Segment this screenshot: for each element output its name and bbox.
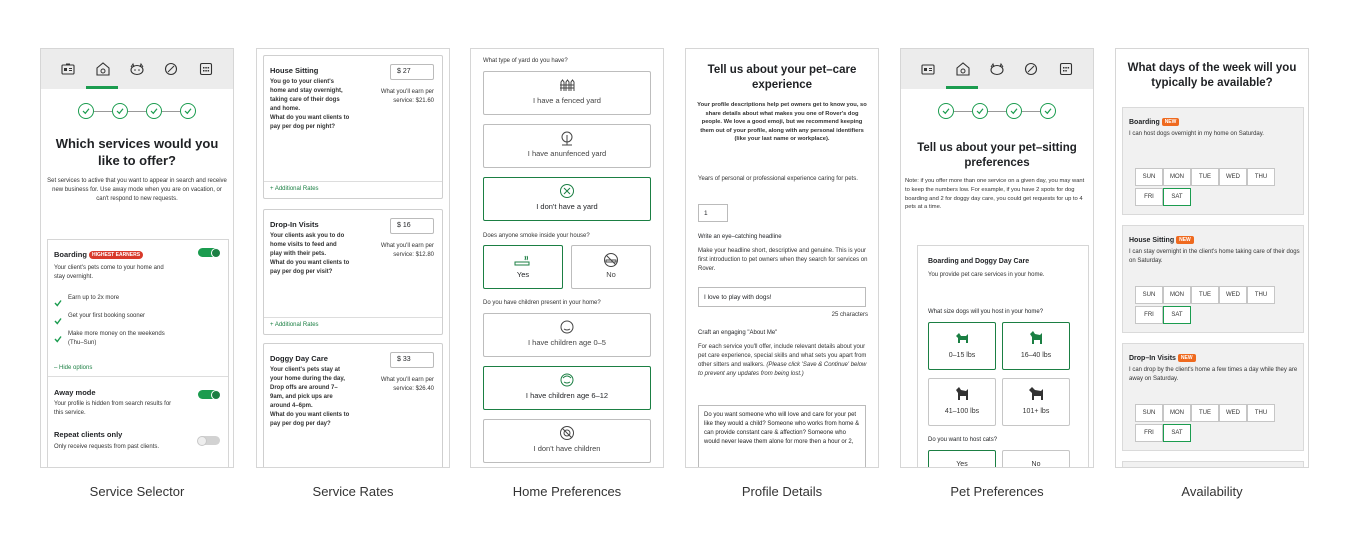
earnings-text: What you'll earn per service: $21.60 (380, 89, 434, 104)
additional-rates-link[interactable]: + Additional Rates (270, 186, 319, 192)
day-mon[interactable]: MON (1163, 286, 1191, 304)
smoke-question: Does anyone smoke inside your house? (483, 233, 590, 239)
day-tue[interactable]: TUE (1191, 404, 1219, 422)
day-sat[interactable]: SAT (1163, 306, 1191, 324)
rate-card (263, 55, 443, 199)
profile-intro: Your profile descriptions help pet owners get to know you, so share details about what makes you one of Rover's dog people. We love a good emoji, but we recommend keeping them out of your profile, along with any personal identifiers (like your last name or workplace). (697, 102, 867, 142)
size-16-40[interactable]: 16–40 lbs (1002, 322, 1070, 370)
step-check-icon (180, 103, 196, 119)
check-icon (54, 312, 62, 330)
house-dog-icon[interactable] (954, 60, 972, 78)
id-card-icon[interactable] (59, 60, 77, 78)
size-question: What size dogs will you host in your home? (928, 309, 1044, 315)
children-question: Do you have children present in your home? (483, 300, 601, 306)
tab-bar (41, 49, 233, 89)
service-selector-panel (40, 48, 234, 468)
hide-options-link[interactable]: – Hide options (54, 365, 93, 371)
caption-service-selector: Service Selector (89, 484, 185, 499)
option-label: I have a fenced yard (533, 96, 601, 105)
pet-preferences-panel (900, 48, 1094, 468)
day-wed[interactable]: WED (1219, 404, 1247, 422)
boarding-card (47, 239, 229, 468)
availability-card (1122, 225, 1304, 333)
availability-card-desc: I can host dogs overnight in my home on Saturday. (1129, 131, 1264, 137)
cats-question: Do you want to host cats? (928, 437, 998, 443)
benefit-item: Earn up to 2x more (54, 294, 224, 312)
yard-question: What type of yard do you have? (483, 58, 568, 64)
no-yard-icon (559, 183, 575, 199)
day-fri[interactable]: FRI (1135, 424, 1163, 442)
earnings-text: What you'll earn per service: $26.40 (380, 377, 434, 392)
option-label: Yes (516, 270, 530, 279)
rate-card-desc: You go to your client's home and stay overnight, taking care of their dogs and home. What do you want clients to pay per dog per night? (270, 79, 350, 130)
step-check-icon (972, 103, 988, 119)
day-thu[interactable]: THU (1247, 286, 1275, 304)
check-icon (54, 294, 62, 312)
availability-card-title: House Sitting NEW (1129, 236, 1194, 244)
availability-card-desc: I can drop by the client's home a few times a day while they are away on Saturday. (1129, 367, 1298, 382)
option-label: I don't have children (533, 444, 601, 453)
fence-icon (559, 78, 575, 92)
giant-dog-icon (1027, 386, 1045, 402)
house-dog-icon[interactable] (94, 60, 112, 78)
cigarette-icon (514, 255, 532, 267)
boarding-toggle[interactable] (198, 248, 220, 257)
repeat-clients-toggle[interactable] (198, 436, 220, 445)
check-icon (54, 330, 62, 348)
tree-icon (559, 130, 575, 146)
headline-help: Make your headline short, descriptive and genuine. This is your first introduction to pet owners when they search for services on Rover. (698, 248, 868, 272)
caption-home-preferences: Home Preferences (512, 484, 622, 499)
no-smoking-icon (603, 252, 619, 268)
caption-service-rates: Service Rates (312, 484, 394, 499)
availability-card-desc: I can stay overnight in the client's home taking care of their dogs on Saturday. (1129, 249, 1300, 264)
option-label: I have children age 0–5 (528, 338, 606, 347)
day-tue[interactable]: TUE (1191, 286, 1219, 304)
active-tab-underline (946, 86, 978, 89)
benefit-item: Get your first booking sooner (54, 312, 224, 330)
dog-face-icon[interactable] (988, 60, 1006, 78)
option-label: No (606, 270, 616, 279)
day-thu[interactable]: THU (1247, 404, 1275, 422)
cats-yes[interactable]: Yes (928, 450, 996, 468)
cats-no[interactable]: No (1002, 450, 1070, 468)
no-children-icon (559, 425, 575, 441)
benefit-item: Make more money on the weekends (Thu–Sun) (54, 330, 224, 348)
page-title: Which services would you like to offer? (55, 136, 219, 168)
size-101-plus[interactable]: 101+ lbs (1002, 378, 1070, 426)
option-unfenced-yard[interactable] (483, 124, 651, 168)
day-thu[interactable]: THU (1247, 168, 1275, 186)
headline-label: Write an eye–catching headline (698, 234, 782, 240)
service-rates-panel (256, 48, 450, 468)
dog-face-icon[interactable] (128, 60, 146, 78)
day-fri[interactable]: FRI (1135, 306, 1163, 324)
tab-bar (901, 49, 1093, 89)
day-tue[interactable]: TUE (1191, 168, 1219, 186)
large-dog-icon (954, 386, 970, 402)
day-sun[interactable]: SUN (1135, 286, 1163, 304)
option-children-6-12[interactable] (483, 366, 651, 410)
calendar-icon[interactable] (1057, 60, 1075, 78)
availability-card (1122, 107, 1304, 215)
step-check-icon (1006, 103, 1022, 119)
availability-card-title: Drop–In Visits NEW (1129, 354, 1196, 362)
id-card-icon[interactable] (919, 60, 937, 78)
progress-steps (901, 103, 1093, 119)
headline-input[interactable]: I love to play with dogs! (698, 287, 866, 307)
option-smoke-yes[interactable] (483, 245, 563, 289)
earnings-text: What you'll earn per service: $12.80 (380, 243, 434, 258)
rate-card-desc: Your clients ask you to do home visits to feed and play with their pets. What do you want clients to pay per dog per visit? (270, 233, 350, 275)
step-check-icon (78, 103, 94, 119)
new-badge: NEW (1162, 118, 1180, 126)
away-mode-title: Away mode (54, 388, 96, 397)
new-badge: NEW (1178, 354, 1196, 362)
option-label: I don't have a yard (536, 202, 598, 211)
day-wed[interactable]: WED (1219, 286, 1247, 304)
about-textarea[interactable]: Do you want someone who will love and care for your pet like they would a child? Someone who works from home & can provide constant care & affection? Someone who would never leave them alone for more then a hour or 2, (698, 405, 866, 468)
day-sat[interactable]: SAT (1163, 188, 1191, 206)
availability-card (1122, 461, 1304, 468)
repeat-clients-title: Repeat clients only (54, 430, 123, 439)
step-check-icon (112, 103, 128, 119)
day-sun[interactable]: SUN (1135, 168, 1163, 186)
option-no-children[interactable] (483, 419, 651, 463)
caption-pet-preferences: Pet Preferences (950, 484, 1044, 499)
calendar-icon[interactable] (197, 60, 215, 78)
rate-input[interactable]: $ 33 (390, 352, 434, 368)
paw-pin-icon[interactable] (1022, 60, 1040, 78)
option-children-0-5[interactable] (483, 313, 651, 357)
paw-pin-icon[interactable] (162, 60, 180, 78)
day-fri[interactable]: FRI (1135, 188, 1163, 206)
day-wed[interactable]: WED (1219, 168, 1247, 186)
step-check-icon (1040, 103, 1056, 119)
option-no-yard[interactable] (483, 177, 651, 221)
profile-title: Tell us about your pet–care experience (707, 64, 857, 91)
small-dog-icon (954, 331, 970, 345)
progress-steps (41, 103, 233, 119)
headline-char-count: 25 characters (831, 312, 868, 318)
day-sat[interactable]: SAT (1163, 424, 1191, 442)
baby-face-icon (559, 320, 575, 334)
caption-profile-details: Profile Details (741, 484, 823, 499)
rate-card (263, 343, 443, 468)
service-title: Boarding and Doggy Day Care (928, 258, 1030, 265)
option-fenced-yard[interactable] (483, 71, 651, 115)
highest-earners-badge: HIGHEST EARNERS (89, 251, 143, 259)
page-description: Set services to active that you want to appear in search and receive new business for. Use away mode when you are on vacation, or can't respond to new requests. (47, 178, 227, 202)
profile-details-panel (685, 48, 879, 468)
step-check-icon (938, 103, 954, 119)
option-smoke-no[interactable] (571, 245, 651, 289)
repeat-clients-desc: Only receive requests from past clients. (54, 444, 160, 450)
boarding-title: Boarding (54, 250, 87, 259)
availability-card-title: Boarding NEW (1129, 118, 1179, 126)
size-0-15[interactable]: 0–15 lbs (928, 322, 996, 370)
additional-rates-link[interactable]: + Additional Rates (270, 322, 319, 328)
day-sun[interactable]: SUN (1135, 404, 1163, 422)
about-label: Craft an engaging "About Me" (698, 330, 778, 336)
years-label: Years of personal or professional experience caring for pets. (698, 176, 858, 182)
away-mode-toggle[interactable] (198, 390, 220, 399)
rate-card-title: Drop-In Visits (270, 220, 319, 229)
rate-card (263, 209, 443, 335)
step-check-icon (146, 103, 162, 119)
availability-panel (1115, 48, 1309, 468)
option-label: I have anunfenced yard (527, 149, 607, 158)
pet-prefs-title: Tell us about your pet–sitting preferences (917, 142, 1077, 169)
day-mon[interactable]: MON (1163, 404, 1191, 422)
service-desc: You provide pet care services in your home. (928, 272, 1045, 278)
rate-card-desc: Your client's pets stay at your home during the day, Drop offs are around 7–9am, and pick ups are around 4–6pm. What do you want clients to pay per dog per day? (270, 367, 350, 427)
active-tab-underline (86, 86, 118, 89)
option-label: I have children age 6–12 (525, 391, 609, 400)
about-help: For each service you'll offer, include relevant details about your pet care experience, special skills and what sets you apart from other sitters and walkers. (Please click 'Save & Continue' below to prevent any updates from being lost.) (698, 344, 867, 377)
medium-dog-icon (1028, 330, 1044, 346)
boarding-daycare-card (917, 245, 1089, 468)
rate-input[interactable]: $ 16 (390, 218, 434, 234)
away-mode-desc: Your profile is hidden from search results for this service. (54, 401, 172, 416)
boarding-desc: Your client's pets come to your home and stay overnight. (54, 265, 164, 280)
day-mon[interactable]: MON (1163, 168, 1191, 186)
new-badge: NEW (1176, 236, 1194, 244)
child-face-icon (559, 373, 575, 387)
years-input[interactable]: 1 (698, 204, 728, 222)
pet-prefs-note: Note: if you offer more than one service on a given day, you may want to keep the numbers low. For example, if you have 2 spots for dog boarding and 2 for doggy day care, you could get requests for up to 4 pets at a time. (905, 178, 1085, 211)
rate-card-title: House Sitting (270, 66, 319, 75)
rate-card-title: Doggy Day Care (270, 354, 328, 363)
availability-title: What days of the week will you typically be available? (1127, 62, 1297, 89)
size-41-100[interactable]: 41–100 lbs (928, 378, 996, 426)
home-preferences-panel (470, 48, 664, 468)
rate-input[interactable]: $ 27 (390, 64, 434, 80)
availability-card (1122, 343, 1304, 451)
caption-availability: Availability (1181, 484, 1243, 499)
